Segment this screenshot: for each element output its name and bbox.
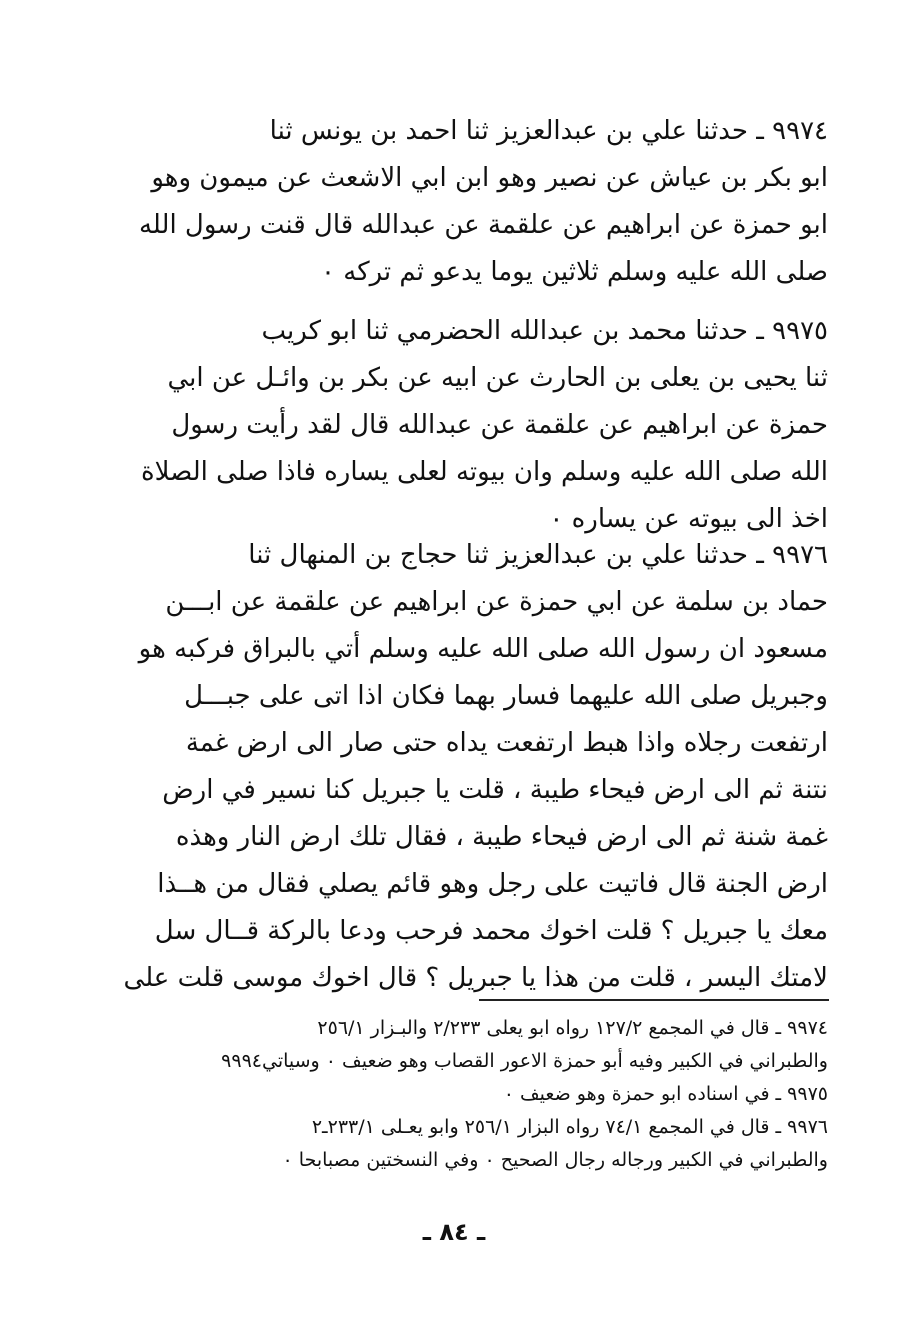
text-line: ٩٩٧٤ ـ حدثنا علي بن عبدالعزيز ثنا احمد بن يونس ثنا	[269, 116, 828, 146]
text-line: صلى الله عليه وسلم ثلاثين يوما يدعو ثم تركه ٠	[321, 257, 828, 287]
text-line: اخذ الى بيوته عن يساره ٠	[549, 504, 828, 534]
hadith-9974	[116, 108, 828, 296]
footnote-line: والطبراني في الكبير ورجاله رجال الصحيح ٠ وفي النسختين مصبابحا ٠	[282, 1149, 828, 1171]
footnotes	[116, 1012, 828, 1177]
hadith-9975	[116, 308, 828, 543]
text-line: غمة شنة ثم الى ارض فيحاء طيبة ، فقال تلك ارض النار وهذه	[175, 822, 828, 852]
text-line: لامتك اليسر ، قلت من هذا يا جبريل ؟ قال اخوك موسى قلت على	[123, 963, 828, 993]
footnote-divider	[479, 999, 829, 1001]
text-line: مسعود ان رسول الله صلى الله عليه وسلم أتي بالبراق فركبه هو	[138, 634, 828, 664]
footnote-line: والطبراني في الكبير وفيه أبو حمزة الاعور القصاب وهو ضعيف ٠ وسياتي٩٩٩٤	[221, 1050, 828, 1072]
footnote-line: ٩٩٧٥ ـ في اسناده ابو حمزة وهو ضعيف ٠	[503, 1083, 828, 1105]
text-line: الله صلى الله عليه وسلم وان بيوته لعلى يساره فاذا صلى الصلاة	[141, 457, 828, 487]
text-line: ثنا يحيى بن يعلى بن الحارث عن ابيه عن بكر بن وائـل عن ابي	[167, 363, 828, 393]
hadith-9976	[116, 532, 828, 1002]
footnote-line: ٩٩٧٤ ـ قال في المجمع ١٢٧/٢ رواه ابو يعلى ٢/٢٣٣ والبـزار ٢٥٦/١	[317, 1017, 828, 1039]
text-line: نتنة ثم الى ارض فيحاء طيبة ، قلت يا جبريل كنا نسير في ارض	[162, 775, 828, 805]
text-line: وجبريل صلى الله عليهما فسار بهما فكان اذا اتى على جبـــل	[184, 681, 828, 711]
footnote-line: ٩٩٧٦ ـ قال في المجمع ٧٤/١ رواه البزار ٢٥٦/١ وابو يعـلى ٢٣٣/١ـ٢	[311, 1116, 828, 1138]
text-line: ٩٩٧٦ ـ حدثنا علي بن عبدالعزيز ثنا حجاج بن المنهال ثنا	[248, 540, 828, 570]
text-line: ارتفعت رجلاه واذا هبط ارتفعت يداه حتى صار الى ارض غمة	[185, 728, 828, 758]
footnote-9976	[116, 1111, 828, 1177]
page-number: ـ ٨٤ ـ	[422, 1218, 486, 1246]
text-line: ارض الجنة قال فاتيت على رجل وهو قائم يصلي فقال من هــذا	[157, 869, 828, 899]
text-line: ٩٩٧٥ ـ حدثنا محمد بن عبدالله الحضرمي ثنا ابو كريب	[261, 316, 828, 346]
footnote-9975	[116, 1078, 828, 1111]
text-line: ابو حمزة عن ابراهيم عن علقمة عن عبدالله قال قنت رسول الله	[138, 210, 828, 240]
text-line: ابو بكر بن عياش عن نصير وهو ابن ابي الاشعث عن ميمون وهو	[151, 163, 828, 193]
text-line: حمزة عن ابراهيم عن علقمة عن عبدالله قال لقد رأيت رسول	[171, 410, 828, 440]
footnote-9974	[116, 1012, 828, 1078]
text-line: معك يا جبريل ؟ قلت اخوك محمد فرحب ودعا بالركة قــال سل	[154, 916, 828, 946]
text-line: حماد بن سلمة عن ابي حمزة عن ابراهيم عن علقمة عن ابـــن	[165, 587, 828, 617]
